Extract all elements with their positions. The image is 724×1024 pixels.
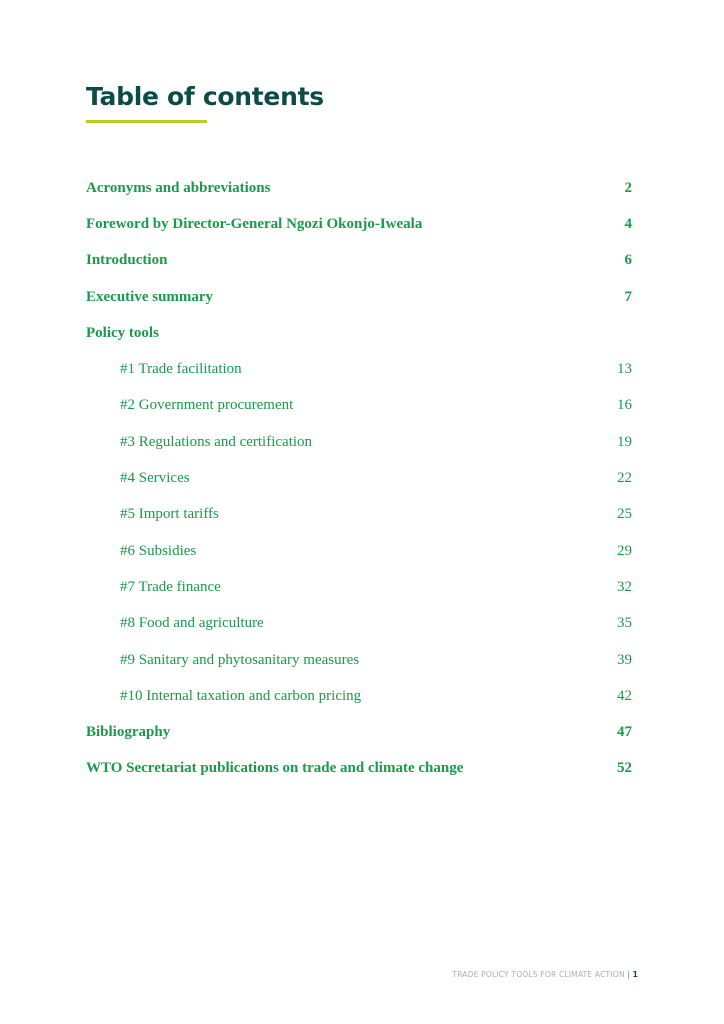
toc-entry-wto-publications[interactable] [86, 751, 632, 787]
toc-entry-internal-taxation[interactable] [86, 678, 632, 714]
toc-entry-page: 39 [617, 651, 632, 668]
toc-entry-page: 35 [617, 615, 632, 632]
toc-entry-subsidies[interactable] [86, 533, 632, 569]
toc-entry-label: #6 Subsidies [120, 542, 197, 559]
toc-entry-label: Introduction [86, 252, 168, 269]
toc-entry-sanitary-phytosanitary[interactable] [86, 642, 632, 678]
toc-entry-trade-finance[interactable] [86, 569, 632, 605]
toc-entry-page: 13 [617, 361, 632, 378]
toc-entry-page: 4 [624, 215, 632, 232]
toc-entry-page: 29 [617, 542, 632, 559]
toc-entry-label: #7 Trade finance [120, 578, 221, 595]
page-title: Table of contents [86, 82, 324, 111]
toc-entry-label: #2 Government procurement [120, 397, 294, 414]
toc-entry-label: #9 Sanitary and phytosanitary measures [120, 651, 360, 668]
toc-entry-page: 6 [624, 252, 632, 269]
toc-entry-page: 2 [624, 179, 632, 196]
toc-entry-policy-tools[interactable] [86, 315, 632, 351]
toc-entry-page: 47 [617, 724, 632, 741]
toc-entry-bibliography[interactable] [86, 714, 632, 750]
toc-entry-page: 19 [617, 433, 632, 450]
toc-entry-label: Acronyms and abbreviations [86, 179, 271, 196]
toc-entry-label: WTO Secretariat publications on trade and climate change [86, 760, 464, 777]
toc-entry-foreword[interactable] [86, 206, 632, 242]
toc-entry-label: #8 Food and agriculture [120, 615, 264, 632]
toc-entry-trade-facilitation[interactable] [86, 351, 632, 387]
toc-entry-label: Executive summary [86, 288, 214, 305]
footer-separator: | [627, 970, 630, 979]
toc-entry-introduction[interactable] [86, 243, 632, 279]
toc-entry-page: 16 [617, 397, 632, 414]
page-footer [452, 970, 638, 979]
toc-entry-page: 42 [617, 687, 632, 704]
toc-entry-label: #3 Regulations and certification [120, 433, 313, 450]
toc-entry-label: #5 Import tariffs [120, 506, 219, 523]
toc-entry-services[interactable] [86, 460, 632, 496]
footer-running-title: TRADE POLICY TOOLS FOR CLIMATE ACTION [452, 970, 625, 979]
toc-entry-page: 25 [617, 506, 632, 523]
toc-entry-page: 7 [624, 288, 632, 305]
toc-entry-label: Foreword by Director-General Ngozi Okonjo-Iweala [86, 215, 423, 232]
toc-entry-page: 32 [617, 578, 632, 595]
toc-entry-import-tariffs[interactable] [86, 497, 632, 533]
toc-entry-food-agriculture[interactable] [86, 606, 632, 642]
toc-entry-label: #1 Trade facilitation [120, 361, 242, 378]
table-of-contents [86, 170, 632, 787]
toc-entry-executive-summary[interactable] [86, 279, 632, 315]
toc-entry-label: #4 Services [120, 470, 190, 487]
title-underline [86, 120, 207, 123]
toc-entry-government-procurement[interactable] [86, 388, 632, 424]
toc-entry-label: Policy tools [86, 324, 159, 341]
toc-entry-page: 22 [617, 470, 632, 487]
toc-entry-label: #10 Internal taxation and carbon pricing [120, 687, 362, 704]
footer-page-number: 1 [632, 970, 638, 979]
toc-entry-label: Bibliography [86, 724, 171, 741]
toc-entry-page: 52 [617, 760, 632, 777]
toc-entry-regulations-certification[interactable] [86, 424, 632, 460]
toc-entry-acronyms[interactable] [86, 170, 632, 206]
